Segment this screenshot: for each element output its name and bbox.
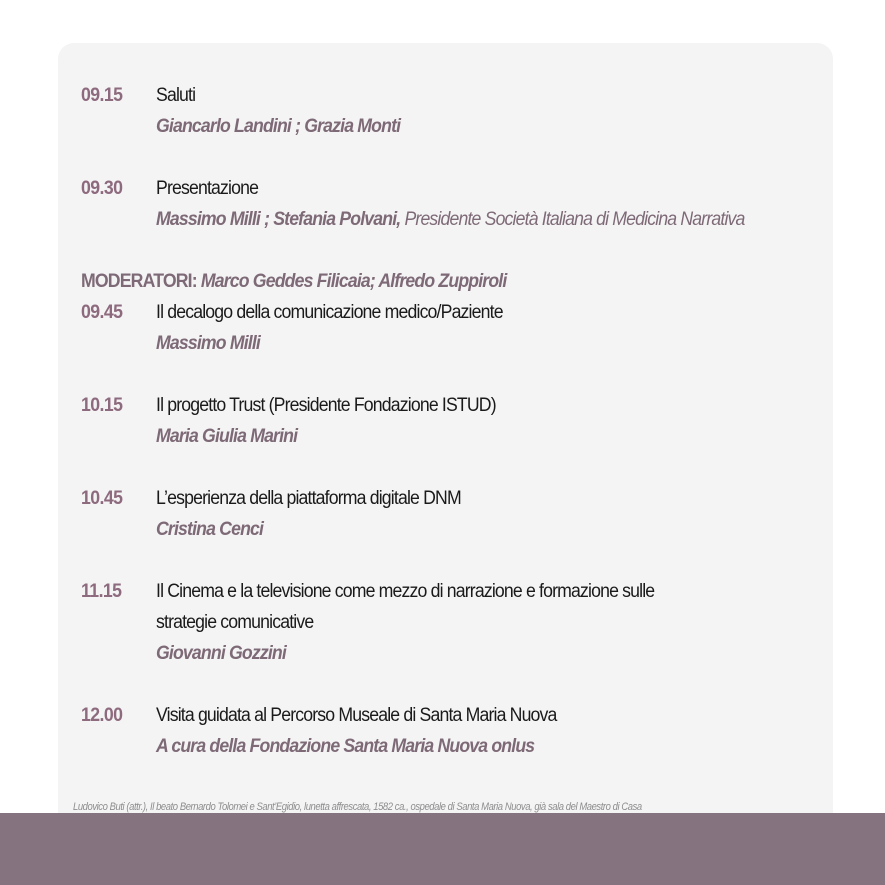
moderators-names: Marco Geddes Filicaia; Alfredo Zuppiroli [196,271,507,292]
session-title: Il Cinema e la televisione come mezzo di narrazione e formazione sulle [156,581,655,602]
session-time: 09.30 [81,178,123,199]
session-title: Il decalogo della comunicazione medico/Paziente [156,302,503,323]
session-speakers: Giancarlo Landini ; Grazia Monti [156,116,401,137]
session-time: 09.45 [81,302,123,323]
session-time: 12.00 [81,705,123,726]
session-decalogo [81,297,826,359]
moderators-line [81,266,774,297]
session-visita [81,700,826,762]
session-cinema [81,576,826,669]
session-speakers-line [156,204,779,235]
moderators-label: MODERATORI: [81,271,197,292]
session-title: Saluti [156,85,196,106]
session-title: Il progetto Trust (Presidente Fondazione ISTUD) [156,395,496,416]
session-title: Visita guidata al Percorso Museale di Santa Maria Nuova [156,705,557,726]
session-speakers: Maria Giulia Marini [156,426,298,447]
session-time: 09.15 [81,85,123,106]
image-caption: Ludovico Buti (attr.), Il beato Bernardo Tolomei e Sant’Egidio, lunetta affrescata, 1582 ca., ospedale di Santa Maria Nuova, già sala del Maestro di Casa [73,801,642,813]
session-time: 11.15 [81,581,122,602]
session-speakers: Massimo Milli [156,333,261,354]
session-trust [81,390,826,452]
session-speakers: Cristina Cenci [156,519,264,540]
session-dnm [81,483,826,545]
session-title: Presentazione [156,178,259,199]
session-title-continued: strategie comunicative [156,612,314,633]
speaker-role: Presidente Società Italiana di Medicina Narrativa [400,209,745,230]
session-time: 10.45 [81,488,123,509]
session-speakers: A cura della Fondazione Santa Maria Nuova onlus [156,736,535,757]
program-schedule [81,80,826,762]
bottom-band [0,813,885,885]
session-time: 10.15 [81,395,123,416]
session-presentazione [81,173,826,235]
session-speakers: Giovanni Gozzini [156,643,286,664]
session-saluti [81,80,826,142]
session-speakers: Massimo Milli ; Stefania Polvani, [156,209,401,230]
session-title: L’esperienza della piattaforma digitale DNM [156,488,461,509]
